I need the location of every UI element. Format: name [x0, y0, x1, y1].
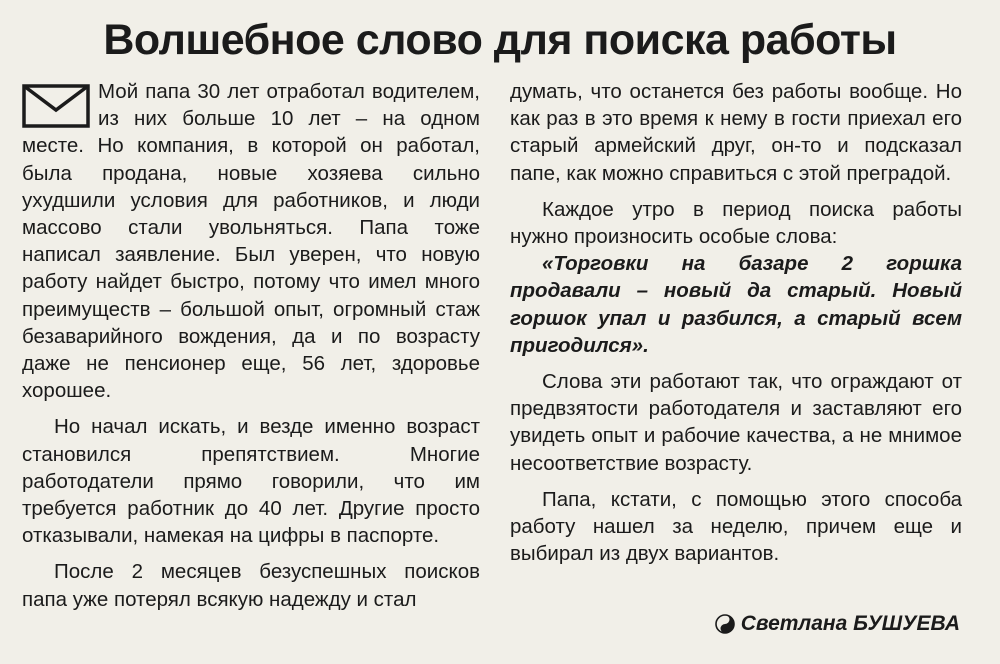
- paragraph-1: Мой папа 30 лет отработал водителем, из них больше 10 лет – на одном месте. Но компания, в которой он работал, была продана, новые хозяева сильно ухудшили условия для работников, и люди массово стали увольняться. Папа тоже написал заявление. Был уверен, что новую работу найдет быстро, потому что имел много преимуществ – большой опыт, огромный стаж безаварийного вождения, да и по возрасту даже не пенсионер еще, 56 лет, здоровье хорошее.: [22, 80, 480, 403]
- paragraph-3: После 2 месяцев безуспешных поисков папа уже потерял всякую надежду и стал: [22, 560, 480, 611]
- paragraph-ending: Папа, кстати, с помощью этого способа работу нашел за неделю, причем еще и выбирал из двух вариантов.: [510, 487, 962, 566]
- article-title: Волшебное слово для поиска работы: [103, 16, 897, 64]
- paragraph-explanation: Слова эти работают так, что ограждают от предвзятости работодателя и заставляют его увидеть опыт и рабочие качества, а не мнимое несоответствие возрасту.: [510, 370, 962, 475]
- paragraph-2: Но начал искать, и везде именно возраст становился препятствием. Многие работодатели прямо говорили, что им требуется работник до 40 лет. Другие просто отказывали, намекая на цифры в паспорте.: [22, 415, 480, 548]
- yin-yang-icon: [715, 614, 735, 634]
- author-signature: [715, 612, 960, 636]
- paragraph-continuation: думать, что останется без работы вообще. Но как раз в это время к нему в гости приехал его старый армейский друг, он-то и подсказал папе, как можно справиться с этой преградой.: [510, 80, 962, 185]
- magic-words-quote: «Торговки на базаре 2 горшка продавали – новый да старый. Новый горшок упал и разбился, а старый всем пригодился».: [510, 252, 962, 357]
- left-column: [22, 78, 480, 613]
- author-name: Светлана БУШУЕВА: [740, 612, 960, 635]
- paragraph-intro: Каждое утро в период поиска работы нужно произносить особые слова:: [510, 197, 962, 249]
- right-column: [510, 78, 962, 567]
- envelope-icon: [22, 84, 90, 128]
